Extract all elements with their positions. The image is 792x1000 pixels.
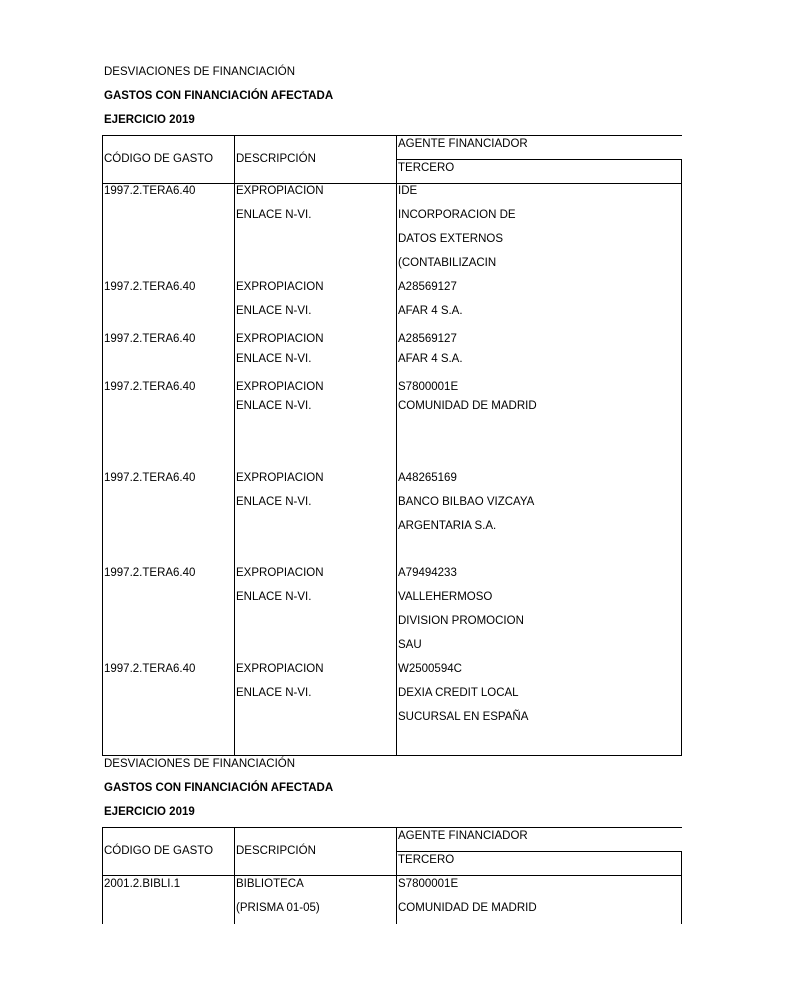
header-divider (396, 851, 682, 852)
section-year: EJERCICIO 2019 (104, 806, 195, 818)
row-desc: (PRISMA 01-05) (236, 902, 320, 914)
row-desc: ENLACE N-VI. (236, 687, 312, 699)
row-third: BANCO BILBAO VIZCAYA (398, 496, 535, 508)
row-third: DEXIA CREDIT LOCAL (398, 687, 519, 699)
row-third: A48265169 (398, 472, 457, 484)
row-third: W2500594C (398, 663, 462, 675)
row-code: 1997.2.TERA6.40 (104, 663, 196, 675)
col-border (102, 827, 103, 924)
col-border (396, 827, 397, 924)
row-third: A79494233 (398, 567, 457, 579)
section-title: DESVIACIONES DE FINANCIACIÓN (104, 66, 296, 78)
row-code: 1997.2.TERA6.40 (104, 281, 196, 293)
header-description: DESCRIPCIÓN (236, 845, 316, 857)
header-third: TERCERO (398, 162, 455, 174)
row-desc: EXPROPIACION (236, 663, 324, 675)
row-code: 1997.2.TERA6.40 (104, 381, 196, 393)
row-third: DIVISION PROMOCION (398, 615, 524, 627)
row-third: SAU (398, 639, 422, 651)
row-desc: EXPROPIACION (236, 381, 324, 393)
table-bottom-border (102, 755, 682, 756)
col-border (234, 135, 235, 756)
row-desc: BIBLIOTECA (236, 878, 304, 890)
section-title: DESVIACIONES DE FINANCIACIÓN (104, 758, 296, 770)
row-code: 2001.2.BIBLI.1 (104, 878, 181, 890)
row-desc: EXPROPIACION (236, 567, 324, 579)
header-description: DESCRIPCIÓN (236, 153, 316, 165)
row-third: IDE (398, 185, 418, 197)
row-third: COMUNIDAD DE MADRID (398, 400, 537, 412)
row-third: A28569127 (398, 333, 457, 345)
row-third: ARGENTARIA S.A. (398, 520, 497, 532)
row-desc: ENLACE N-VI. (236, 305, 312, 317)
header-agent: AGENTE FINANCIADOR (398, 138, 528, 150)
row-code: 1997.2.TERA6.40 (104, 472, 196, 484)
col-border (681, 159, 682, 756)
row-third: (CONTABILIZACIN (398, 257, 497, 269)
row-third: S7800001E (398, 878, 459, 890)
row-desc: EXPROPIACION (236, 333, 324, 345)
table-top-border (102, 135, 682, 136)
row-desc: EXPROPIACION (236, 185, 324, 197)
row-third: A28569127 (398, 281, 457, 293)
header-agent: AGENTE FINANCIADOR (398, 830, 528, 842)
row-desc: ENLACE N-VI. (236, 496, 312, 508)
table-top-border (102, 827, 682, 828)
row-code: 1997.2.TERA6.40 (104, 185, 196, 197)
col-border (681, 851, 682, 924)
row-desc: EXPROPIACION (236, 281, 324, 293)
header-code: CÓDIGO DE GASTO (104, 845, 214, 857)
row-third: INCORPORACION DE (398, 209, 516, 221)
row-code: 1997.2.TERA6.40 (104, 333, 196, 345)
section-subtitle: GASTOS CON FINANCIACIÓN AFECTADA (104, 782, 334, 794)
row-third: DATOS EXTERNOS (398, 233, 504, 245)
header-bottom-border (102, 875, 682, 876)
row-desc: ENLACE N-VI. (236, 400, 312, 412)
row-third: COMUNIDAD DE MADRID (398, 902, 537, 914)
section-year: EJERCICIO 2019 (104, 114, 195, 126)
header-third: TERCERO (398, 854, 455, 866)
row-desc: EXPROPIACION (236, 472, 324, 484)
row-code: 1997.2.TERA6.40 (104, 567, 196, 579)
row-third: SUCURSAL EN ESPAÑA (398, 711, 529, 723)
col-border (396, 135, 397, 756)
header-divider (396, 159, 682, 160)
row-third: AFAR 4 S.A. (398, 353, 463, 365)
row-desc: ENLACE N-VI. (236, 209, 312, 221)
header-code: CÓDIGO DE GASTO (104, 153, 214, 165)
row-third: AFAR 4 S.A. (398, 305, 463, 317)
row-desc: ENLACE N-VI. (236, 591, 312, 603)
section-subtitle: GASTOS CON FINANCIACIÓN AFECTADA (104, 90, 334, 102)
row-third: S7800001E (398, 381, 459, 393)
col-border (234, 827, 235, 924)
col-border (102, 135, 103, 756)
row-third: VALLEHERMOSO (398, 591, 493, 603)
row-desc: ENLACE N-VI. (236, 353, 312, 365)
